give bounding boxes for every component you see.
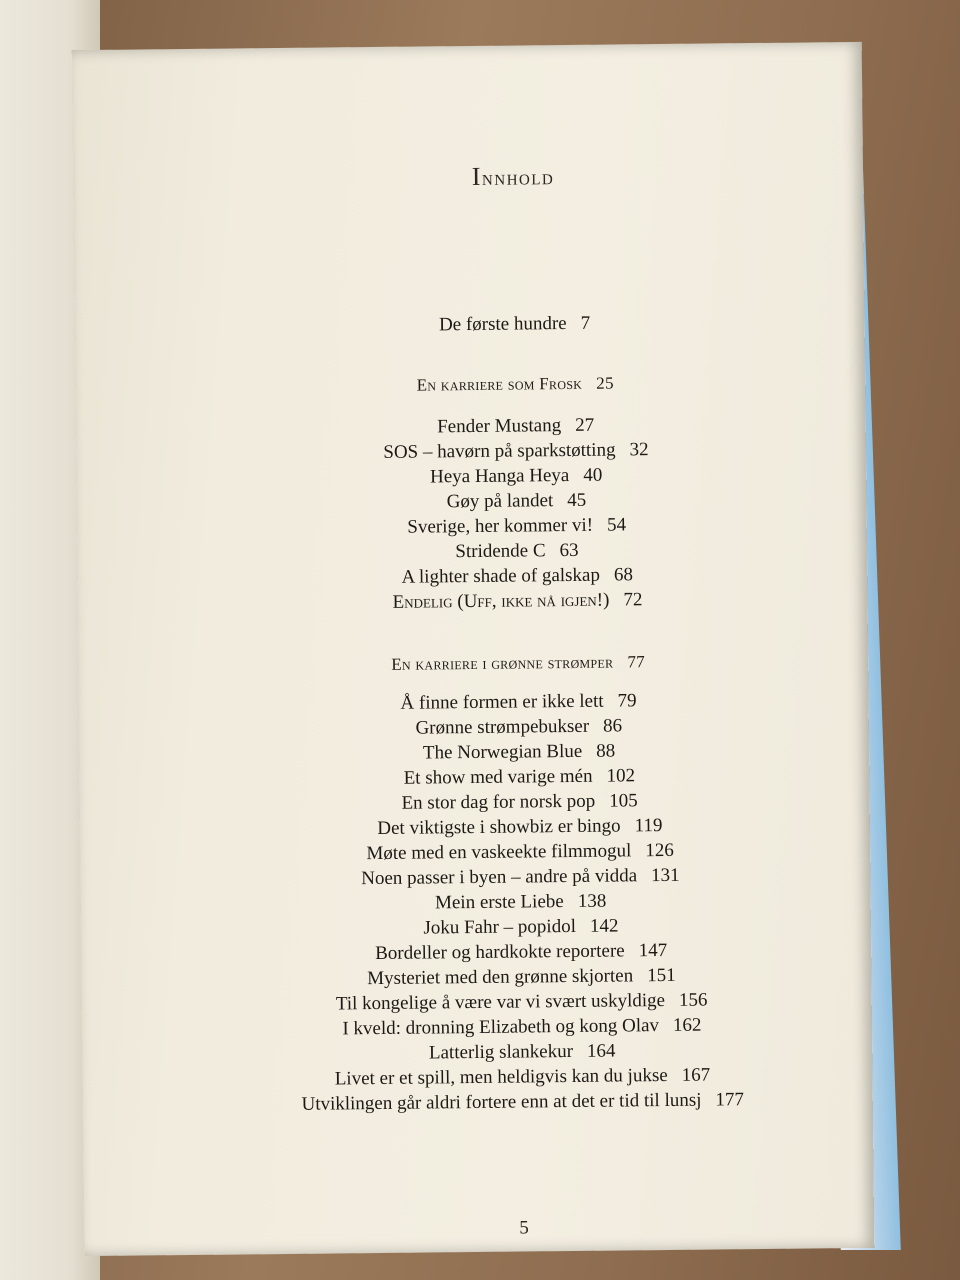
toc-entry-page: 105 [609, 790, 638, 812]
toc-entry-page: 54 [606, 514, 627, 536]
toc-entry-title: Mein erste Liebe [434, 891, 564, 914]
toc-entry-page: 7 [580, 312, 591, 334]
toc-entry-title: Til kongelige å være var vi svært uskyldige [335, 990, 666, 1015]
toc-entry-page: 72 [623, 589, 643, 611]
toc-entry-title: Et show med varige mén [403, 765, 593, 789]
toc-entry-page: 147 [638, 939, 668, 962]
toc-section-heading [78, 649, 958, 678]
toc-entry-title: The Norwegian Blue [422, 740, 583, 764]
toc-entry-title: Det viktigste i showbiz er bingo [377, 815, 621, 840]
toc-entry-title: Heya Hanga Heya [429, 464, 570, 488]
toc-entry-title: Utviklingen går aldri fortere enn at det er tid til lunsj [301, 1089, 702, 1115]
toc-entry-title: Joku Fahr – popidol [423, 915, 577, 939]
toc-entry-page: 126 [645, 839, 674, 862]
toc-entry-page: 164 [586, 1040, 616, 1062]
toc-entry-page: 27 [575, 414, 595, 436]
toc-entry-title: Endelig (Uff, ikke nå igjen!) [392, 589, 610, 613]
toc-entry-title: I kveld: dronning Elizabeth og kong Olav [342, 1015, 660, 1040]
page-title: Innhold [471, 161, 555, 191]
toc-entry-title: Noen passer i byen – andre på vidda [361, 865, 638, 890]
toc-entry-title: Sverige, her kommer vi! [407, 514, 594, 538]
toc-entry-page: 167 [681, 1064, 711, 1086]
toc-entry-page: 131 [650, 864, 680, 887]
toc-entry-title: Stridende C [455, 540, 546, 563]
toc-entry-title: A lighter shade of galskap [401, 564, 601, 588]
toc-entry-title: Mysteriet med den grønne skjorten [367, 965, 634, 990]
toc-entry-page: 25 [596, 373, 614, 393]
toc-entry-page: 45 [567, 489, 587, 512]
toc-entry-title: Møte med en vaskeekte filmmogul [366, 840, 632, 865]
page-number: 5 [519, 1217, 529, 1239]
toc-entry-page: 32 [629, 439, 649, 461]
toc-entry-page: 138 [577, 890, 607, 912]
toc-entry-title: En stor dag for norsk pop [401, 790, 596, 814]
toc-entry-title: Fender Mustang [437, 415, 562, 438]
toc-entry [75, 309, 955, 340]
toc-entry-title: En karriere i grønne strømper [391, 652, 614, 674]
book-page [72, 42, 875, 1256]
toc-entry-page: 79 [617, 690, 637, 712]
toc-entry-title: Å finne formen er ikke lett [400, 690, 604, 714]
toc-entry-page: 142 [589, 915, 619, 937]
toc-entry-page: 156 [678, 989, 708, 1011]
toc-entry-title: Gøy på landet [446, 490, 554, 513]
toc-entry-page: 119 [634, 815, 663, 837]
toc-entry-page: 102 [606, 765, 636, 787]
toc-entry-page: 162 [672, 1014, 702, 1036]
toc-entry-title: Livet er et spill, men heldigvis kan du jukse [334, 1064, 668, 1090]
toc-entry-page: 177 [715, 1089, 745, 1111]
toc-entry-page: 88 [596, 740, 616, 762]
toc-entry-title: En karriere som Frosk [416, 373, 583, 395]
toc-entry-title: SOS – havørn på sparkstøtting [383, 439, 616, 463]
toc-entry-title: De første hundre [438, 313, 567, 336]
toc-entry-title: Grønne strømpebukser [415, 715, 590, 739]
toc-section-heading [75, 370, 955, 399]
toc-entry-page: 151 [647, 964, 676, 987]
toc-entry-page: 86 [603, 715, 623, 737]
toc-entry-title: Bordeller og hardkokte reportere [375, 940, 625, 965]
toc-entry-page: 40 [583, 464, 603, 486]
toc-entry-page: 63 [559, 539, 579, 562]
toc-entry-page: 68 [613, 564, 634, 586]
toc-entry-page: 77 [627, 652, 646, 672]
toc-entry-title: Latterlig slankekur [428, 1040, 574, 1064]
